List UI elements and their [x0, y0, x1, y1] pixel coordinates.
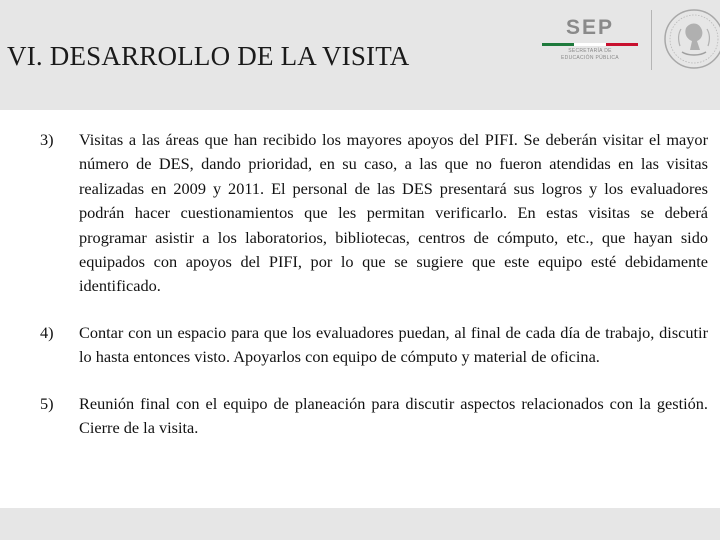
sep-bar-green	[542, 43, 574, 46]
sep-logo-subtitle	[540, 48, 640, 62]
list-item-text: Visitas a las áreas que han recibido los mayores apoyos del PIFI. Se deberán visitar el mayor número de DES, dando prioridad, en su caso, a las que no fueron atendidas en las visitas realizadas en 2009 y 2011. El personal de las DES presentará sus logros y los evaluadores podrán hacer cuestionamientos que les permitan verificarlo. En estas visitas se deberá programar asistir a los laboratorios, bibliotecas, centros de cómputo, etc., que hayan sido equipados con apoyos del PIFI, por lo que se sugiere que este equipo esté debidamente identificado.	[79, 130, 708, 296]
sep-bar-red	[606, 43, 638, 46]
sep-bar-white	[574, 43, 606, 46]
list-item-text: Reunión final con el equipo de planeación para discutir aspectos relacionados con la gestión. Cierre de la visita.	[79, 393, 708, 438]
sep-logo-color-bar	[542, 43, 638, 46]
list-item-number: 5)	[40, 393, 54, 413]
numbered-list	[40, 128, 708, 440]
sep-logo-subtitle-line2: EDUCACIÓN PÚBLICA	[561, 55, 619, 61]
list-item	[40, 321, 708, 370]
sep-logo-subtitle-line1: SECRETARÍA DE	[568, 48, 612, 54]
slide-header	[0, 0, 720, 110]
sep-logo-name: SEP	[565, 16, 615, 39]
page-title: VI. DESARROLLO DE LA VISITA	[7, 41, 410, 71]
sep-logo	[540, 16, 640, 72]
header-divider	[651, 10, 652, 70]
list-item-text: Contar con un espacio para que los evaluadores puedan, al final de cada día de trabajo, discutir lo hasta entonces visto. Apoyarlos con equipo de cómputo y material de oficina.	[79, 322, 708, 367]
mexican-coat-of-arms-seal-icon	[660, 6, 720, 72]
slide-footer	[0, 508, 720, 540]
list-item-number: 4)	[40, 322, 54, 342]
list-item-number: 3)	[40, 130, 54, 149]
list-item	[40, 392, 708, 441]
list-item	[40, 128, 708, 299]
